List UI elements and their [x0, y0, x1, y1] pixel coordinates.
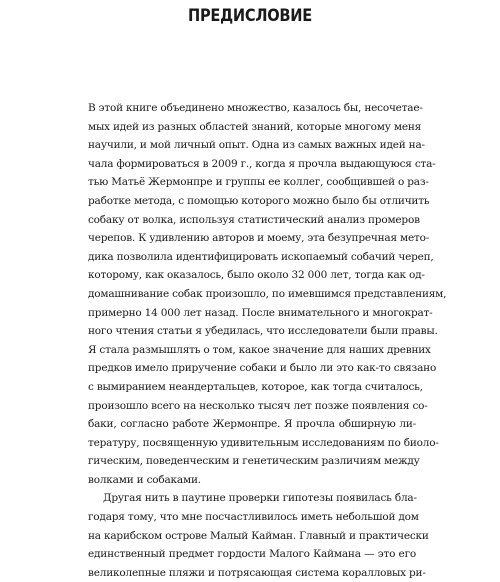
paragraph-1 [88, 99, 447, 489]
text-line: тературу, посвященную удивительным исследованиям по биоло- [88, 436, 439, 449]
text-line: великолепные пляжи и потрясающая система коралловых ри- [88, 566, 426, 579]
text-line: примерно 14 000 лет назад. После внимательного и многократ- [88, 306, 433, 319]
body-text [88, 99, 447, 582]
paragraph-2 [88, 489, 429, 582]
text-line: дика позволила идентифицировать ископаемый собачий череп, [88, 250, 434, 263]
text-line: тью Матьё Жермонпре и группы ее коллег, сообщившей о раз- [88, 176, 429, 189]
text-line: ного чтения статьи я убедилась, что исследователи были правы. [88, 325, 438, 338]
chapter-heading: ПРЕДИСЛОВИЕ [187, 6, 313, 26]
text-line: с вымиранием неандертальцев, которое, как тогда считалось, [88, 380, 423, 393]
text-line: мых идей из разных областей знаний, которые многому меня [88, 120, 422, 133]
text-line: Я стала размышлять о том, какое значение для наших древних [88, 343, 431, 356]
text-line: на карибском острове Малый Кайман. Главный и практически [88, 529, 429, 542]
text-line: собаку от волка, используя статистический анализ промеров [88, 213, 420, 226]
text-line: годаря тому, что мне посчастливилось иметь небольшой дом [88, 511, 419, 524]
text-line: черепов. К удивлению авторов и моему, эта безупречная мето- [88, 232, 430, 245]
text-line: чала формироваться в 2009 г., когда я прочла выдающуюся ста- [88, 157, 436, 170]
text-line: которому, как оказалось, было около 32 000 лет, тогда как од- [88, 269, 425, 282]
text-line: научили, и мой личный опыт. Одна из самых важных идей на- [88, 139, 425, 152]
text-line: домашнивание собак произошло, по имевшимся представлениям, [88, 287, 447, 300]
text-line: баки, согласно работе Жермонпре. Я прочла обширную ли- [88, 418, 416, 431]
text-line: волками и собаками. [88, 473, 201, 486]
text-line: В этой книге объединено множество, казалось бы, несочетае- [88, 102, 423, 114]
text-line: гическим, поведенческим и генетическим различиям между [88, 455, 420, 468]
text-line: единственный предмет гордости Малого Кайманa — это его [88, 548, 416, 561]
text-line: произошло всего на несколько тысяч лет позже появления со- [88, 399, 428, 412]
text-line: предков имело приручение собаки и было ли это как-то связано [88, 362, 437, 375]
text-line: Другая нить в паутине проверки гипотезы появилась бла- [103, 492, 417, 505]
text-line: работке метода, с помощью которого можно было бы отличить [88, 194, 430, 207]
